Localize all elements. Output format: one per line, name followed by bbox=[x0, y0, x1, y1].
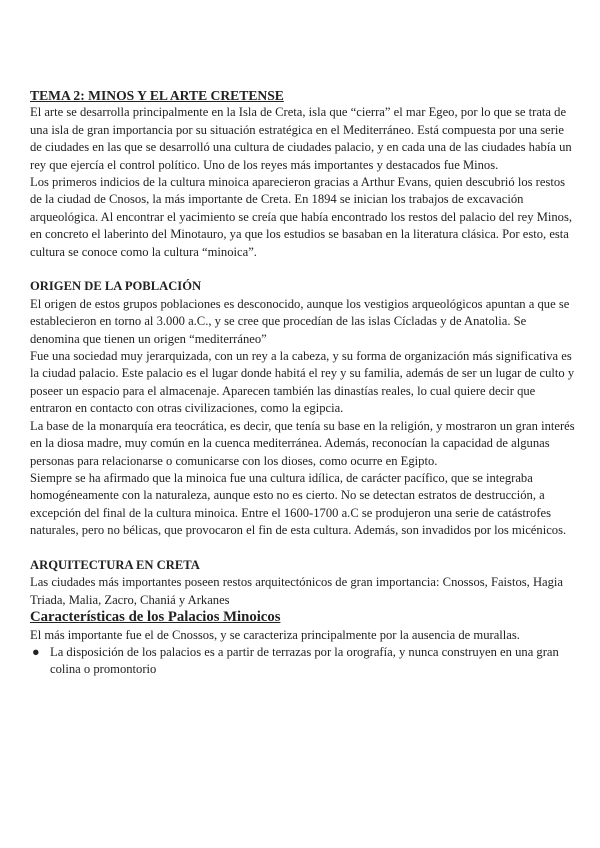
arquitectura-paragraph: Las ciudades más importantes poseen restos arquitectónicos de gran importancia: Cnossos, Faistos, Hagia Triada, Malia, Zacro, Chaniá y Arkanes bbox=[30, 575, 564, 607]
page-title: TEMA 2: MINOS Y EL ARTE CRETENSE bbox=[30, 88, 284, 103]
intro-paragraph-2: Los primeros indicios de la cultura minoica aparecieron gracias a Arthur Evans, quien descubrió los restos de la ciudad de Cnosos, la más importante de Creta. En 1894 se inician los trabajos de excavación arqueológica. Al encontrar el yacimiento se creía que había encontrado los restos del palacio del rey Minos, en concreto el laberinto del Minotauro, ya que los estudios se basaban en la literatura clásica. Por esto, esta cultura se conoce como la cultura “minoica”. bbox=[30, 175, 573, 259]
section-spacer bbox=[30, 261, 575, 278]
intro-paragraph-1: El arte se desarrolla principalmente en la Isla de Creta, isla que “cierra” el mar Egeo, por lo que se trata de una isla de gran importancia por su situación estratégica en el Mediterráneo. Está compuesta por una serie de ciudades en las que se desarrolló una cultura de ciudades palacio, y en cada una de las ciudades había un rey que ejercía el control político. Uno de los reyes más importantes y destacados fue Minos. bbox=[30, 105, 572, 172]
origen-paragraph-2: Fue una sociedad muy jerarquizada, con un rey a la cabeza, y su forma de organización más significativa es la ciudad palacio. Este palacio es el lugar donde habitá el rey y su familia, además de ser un lugar de culto y poseer un espacio para el almacenaje. Aparecen también las dinastías reales, lo cual quiere decir que entraron en contacto con otras civilizaciones, como la egipcia. bbox=[30, 349, 575, 416]
list-item-text: La disposición de los palacios es a partir de terrazas por la orografía, y nunca construyen en una gran colina o promontorio bbox=[50, 644, 559, 677]
section-spacer bbox=[30, 540, 575, 557]
origen-paragraph-3: La base de la monarquía era teocrática, es decir, que tenía su base en la religión, y mostraron un gran interés en la diosa madre, muy común en la cuenca mediterránea. Además, reconocían la capacidad de algunas personas para relacionarse o comunicarse con los dioses, como ocurre en Egipto. bbox=[30, 418, 575, 468]
palacios-subheading: Características de los Palacios Minoicos bbox=[30, 609, 281, 626]
origen-heading: ORIGEN DE LA POBLACIÓN bbox=[30, 279, 202, 294]
arquitectura-heading: ARQUITECTURA EN CRETA bbox=[30, 557, 200, 572]
bullet-icon: ● bbox=[32, 644, 40, 659]
palacios-paragraph: El más importante fue el de Cnossos, y se caracteriza principalmente por la ausencia de murallas. bbox=[30, 627, 520, 642]
palacios-bullet-list bbox=[30, 644, 575, 679]
origen-paragraph-1: El origen de estos grupos poblaciones es desconocido, aunque los vestigios arqueológicos apuntan a que se establecieron en torno al 3.000 a.C., y se cree que procedían de las islas Cícladas y de Anatolia. Se denomina que tienen un origen “mediterráneo” bbox=[30, 296, 570, 346]
origen-paragraph-4: Siempre se ha afirmado que la minoica fue una cultura idílica, de carácter pacífico, que se integraba homogéneamente con la naturaleza, aunque esto no es cierto. No se detectan estratos de destrucción, a excepción del final de la cultura minoica. Entre el 1600-1700 a.C se produjeron una serie de catástrofes naturales, pero no bélicas, que provocaron el fin de esta cultura. Además, son invadidos por los micénicos. bbox=[30, 470, 567, 538]
list-item bbox=[32, 644, 575, 679]
document-body bbox=[30, 87, 575, 679]
